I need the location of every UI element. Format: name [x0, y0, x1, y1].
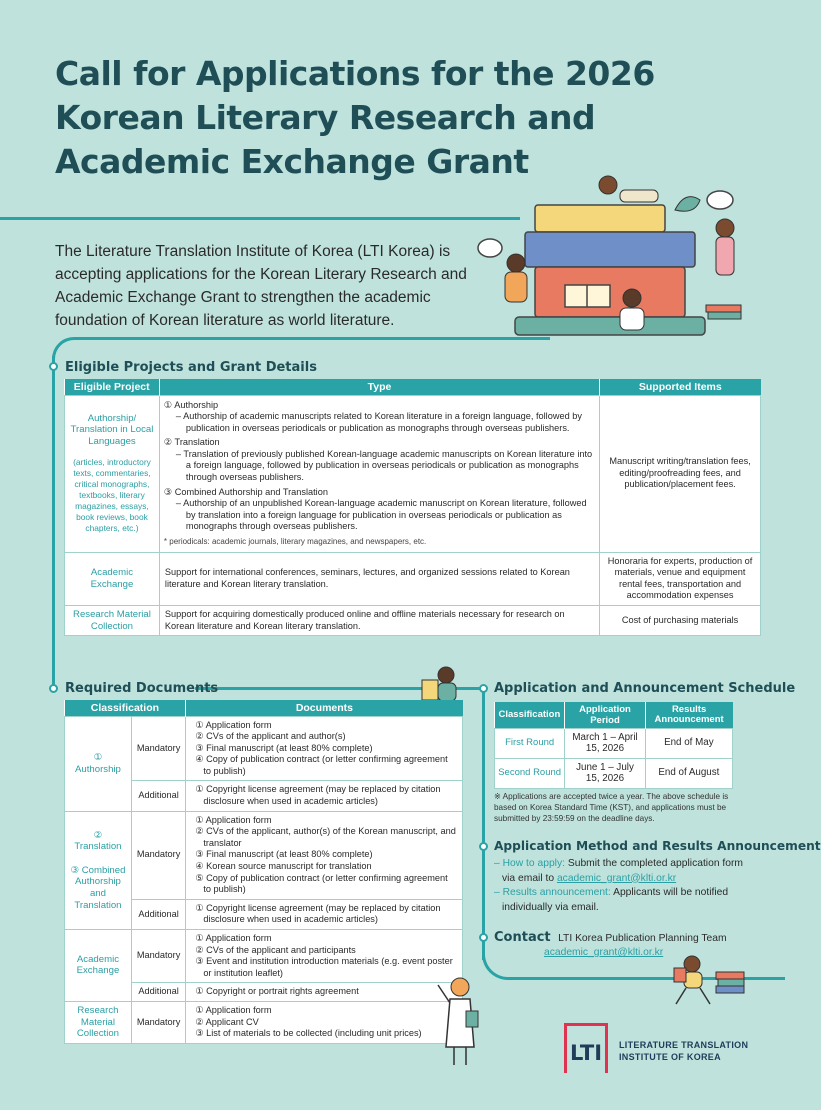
type-cell: Support for acquiring domestically produced online and offline materials necessary for research on Korean literature and Korean literary translation. — [159, 606, 599, 636]
results-label: – Results announcement: — [494, 887, 611, 898]
reader-body — [620, 190, 658, 202]
how-label: – How to apply: — [494, 858, 565, 869]
table-row — [65, 811, 463, 899]
book-yellow — [535, 205, 665, 232]
book-green — [515, 317, 705, 335]
reader-head — [599, 176, 617, 194]
type-title: ③ Combined Authorship and Translation — [163, 486, 328, 497]
type-title: ① Authorship — [163, 399, 219, 410]
table-header-row — [65, 379, 761, 395]
reader-head — [451, 978, 469, 996]
standing-woman-illustration — [430, 975, 485, 1070]
round-cell: Second Round — [495, 758, 565, 788]
project-cell: Academic Exchange — [65, 552, 160, 605]
reader-body — [438, 683, 456, 701]
table-row — [65, 716, 463, 781]
header-classification: Classification — [65, 700, 186, 716]
footnote: * periodicals: academic journals, literary magazines, and newspapers, etc. — [163, 537, 427, 547]
mandatory-label: Mandatory — [131, 716, 185, 781]
mandatory-label: Mandatory — [131, 811, 185, 899]
docs-table — [64, 700, 463, 1044]
reader-head — [623, 289, 641, 307]
type-desc: – Translation of previously published Korean-language academic manuscripts on Korean literature into a foreign language, followed by publication in overseas periodicals or publication as monographs through overseas publishers. — [175, 448, 593, 483]
type-cell: Support for international conferences, seminars, lectures, and organized sessions related to Korean literature and Korean literary translation. — [159, 552, 599, 605]
apply-email-link[interactable]: academic_grant@klti.or.kr — [556, 872, 677, 884]
result-cell: End of August — [645, 758, 732, 788]
doc-item: ② Applicant CV — [195, 1016, 259, 1027]
additional-label: Additional — [131, 983, 185, 1002]
docs-cell — [186, 811, 463, 899]
section-dot — [479, 933, 488, 942]
doc-item: ④ Copy of publication contract (or letter confirming agreement to publish) — [195, 754, 448, 776]
how-text: Submit the completed application form via email to — [502, 858, 743, 884]
lti-logo-text — [619, 1039, 748, 1063]
reader-body — [684, 972, 702, 988]
leaf-icon — [675, 197, 700, 212]
reader-body — [620, 308, 644, 330]
sitting-reader-illustration — [664, 950, 749, 1010]
reader-head — [716, 219, 734, 237]
connector-left — [52, 356, 55, 686]
schedule-table — [494, 702, 733, 789]
waving-arm — [438, 985, 450, 1003]
how-to-apply — [494, 857, 744, 886]
docs-cell — [186, 983, 463, 1002]
docs-cell — [186, 716, 463, 781]
type-title: ② Translation — [163, 437, 220, 448]
docs-cell — [186, 930, 463, 983]
project-note: (articles, introductory texts, commentaries, critical monographs, textbooks, literary magazines, essays, book reviews, book chapters, etc.) — [73, 457, 151, 534]
additional-label: Additional — [131, 781, 185, 811]
method-body — [494, 857, 744, 915]
mandatory-label: Mandatory — [131, 1001, 185, 1043]
header-type: Type — [159, 379, 599, 395]
book-icon — [674, 968, 686, 982]
mandatory-label: Mandatory — [131, 930, 185, 983]
book-icon — [422, 680, 438, 700]
reader-legs — [454, 1047, 466, 1065]
open-book-icon — [565, 285, 610, 307]
reader-head — [507, 254, 525, 272]
doc-item: ② CVs of the applicant and participants — [195, 944, 356, 955]
title-line-2: Korean Literary Research and — [55, 98, 596, 137]
doc-item: ① Application form — [195, 719, 272, 730]
contact-label: Contact — [494, 930, 551, 945]
reader-body — [716, 237, 734, 275]
table-row — [65, 1001, 463, 1043]
small-book-stack — [706, 305, 741, 312]
table-row — [495, 758, 733, 788]
project-name: Authorship/ Translation in Local Languages — [70, 412, 154, 447]
table-row — [495, 728, 733, 758]
doc-item: ④ Korean source manuscript for translation — [195, 861, 372, 872]
eligible-table — [64, 379, 761, 636]
divider-middle — [75, 337, 495, 340]
class-translation — [65, 811, 132, 929]
docs-heading: Required Documents — [65, 681, 219, 696]
small-book-stack — [708, 312, 741, 319]
table-row — [65, 395, 761, 552]
table-row — [65, 930, 463, 983]
docs-cell — [186, 781, 463, 811]
period-cell: June 1 – July 15, 2026 — [565, 758, 645, 788]
type-desc: – Authorship of academic manuscripts related to Korean literature in a foreign language, followed by publication in overseas periodicals or publication as monographs through overseas publishers. — [175, 411, 582, 433]
schedule-note: ※ Applications are accepted twice a year. The above schedule is based on Korea Standard Time (KST), and applications must be submitted by 23:59:59 on the deadline days. — [494, 792, 729, 823]
class-authorship: ① Authorship — [65, 716, 132, 811]
logo-line-2: INSTITUTE OF KOREA — [619, 1052, 721, 1062]
header-period: Application Period — [565, 702, 645, 728]
doc-item: ① Application form — [195, 1004, 272, 1015]
section-dot — [49, 362, 58, 371]
book-icon — [466, 1011, 478, 1027]
section-dot — [479, 684, 488, 693]
table-row — [65, 552, 761, 605]
section-dot — [49, 684, 58, 693]
doc-item: ③ List of materials to be collected (including unit prices) — [195, 1028, 422, 1039]
type-desc: – Authorship of an unpublished Korean-language academic manuscript on Korean literature, followed by translation into a foreign language for publication in overseas periodicals or publication as monographs through overseas publishers. — [175, 498, 587, 532]
connector-right — [482, 690, 485, 960]
docs-cell — [186, 1001, 463, 1043]
period-cell: March 1 – April 15, 2026 — [565, 728, 645, 758]
project-cell: Research Material Collection — [65, 606, 160, 636]
class-translation-label: ② Translation — [74, 829, 122, 853]
results-announcement — [494, 886, 744, 915]
book-blue — [525, 232, 695, 267]
table-header-row — [495, 702, 733, 728]
header-classification: Classification — [495, 702, 565, 728]
support-cell: Cost of purchasing materials — [600, 606, 761, 636]
intro-text: The Literature Translation Institute of Korea (LTI Korea) is accepting applications for the Korean Literary Research and Academic Exchange Grant to strengthen the academic foundation of Korean literature as world literature. — [55, 243, 467, 329]
doc-item: ② CVs of the applicant and author(s) — [195, 731, 346, 742]
schedule-heading: Application and Announcement Schedule — [494, 681, 796, 696]
title-line-1: Call for Applications for the 2026 — [55, 54, 655, 93]
docs-cell — [186, 899, 463, 929]
doc-item: ① Application form — [195, 814, 272, 825]
header-eligible-project: Eligible Project — [65, 379, 160, 395]
support-cell: Honoraria for experts, production of materials, venue and equipment rental fees, transportation and accommodation expenses — [600, 552, 761, 605]
additional-label: Additional — [131, 899, 185, 929]
class-research: Research Material Collection — [65, 1001, 132, 1043]
class-combined-label: ③ Combined Authorship and Translation — [70, 864, 126, 911]
speech-bubble — [478, 239, 502, 257]
header-results: Results Announcement — [645, 702, 732, 728]
contact-team: LTI Korea Publication Planning Team — [558, 933, 727, 944]
small-book-stack — [716, 972, 744, 979]
eligible-heading: Eligible Projects and Grant Details — [65, 360, 317, 375]
result-cell: End of May — [645, 728, 732, 758]
doc-item: ③ Final manuscript (at least 80% complete) — [195, 849, 373, 860]
round-cell: First Round — [495, 728, 565, 758]
section-dot — [479, 842, 488, 851]
contact-email-link[interactable]: academic_grant@klti.or.kr — [544, 947, 664, 958]
doc-item: ② CVs of the applicant, author(s) of the Korean manuscript, and translator — [195, 826, 456, 848]
small-book-stack — [718, 979, 744, 986]
doc-item: ① Copyright license agreement (may be replaced by citation disclosure when used in academic articles) — [195, 784, 441, 807]
reader-body — [505, 272, 527, 302]
method-heading: Application Method and Results Announcement — [494, 839, 821, 853]
lti-logo — [564, 1023, 608, 1073]
doc-item: ③ Final manuscript (at least 80% complete) — [195, 742, 373, 753]
divider-top — [0, 217, 520, 220]
table-header-row — [65, 700, 463, 716]
small-book-stack — [716, 986, 744, 993]
connector-curve — [52, 337, 78, 359]
reader-legs — [676, 988, 710, 1004]
results-text: Applicants will be notified individually via email. — [502, 887, 729, 913]
doc-item: ① Copyright license agreement (may be replaced by citation disclosure when used in academic articles) — [195, 902, 441, 925]
type-cell — [159, 395, 599, 552]
lti-logo-letters: LTI — [569, 1041, 603, 1065]
class-exchange: Academic Exchange — [65, 930, 132, 1002]
header-documents: Documents — [186, 700, 463, 716]
reader-head — [438, 667, 454, 683]
doc-item: ③ Event and institution introduction materials (e.g. event poster or institution leaflet) — [195, 956, 453, 978]
doc-item: ① Copyright or portrait rights agreement — [195, 986, 359, 997]
books-illustration — [480, 160, 780, 345]
logo-line-1: LITERATURE TRANSLATION — [619, 1040, 749, 1050]
project-cell — [65, 395, 160, 552]
table-row — [65, 606, 761, 636]
title-line-3: Academic Exchange Grant — [55, 142, 529, 181]
support-cell: Manuscript writing/translation fees, editing/proofreading fees, and publication/placement fees. — [600, 395, 761, 552]
header-supported-items: Supported Items — [600, 379, 761, 395]
speech-bubble — [707, 191, 733, 209]
doc-item: ① Application form — [195, 933, 272, 943]
doc-item: ⑤ Copy of publication contract (or letter confirming agreement to publish) — [195, 872, 448, 895]
